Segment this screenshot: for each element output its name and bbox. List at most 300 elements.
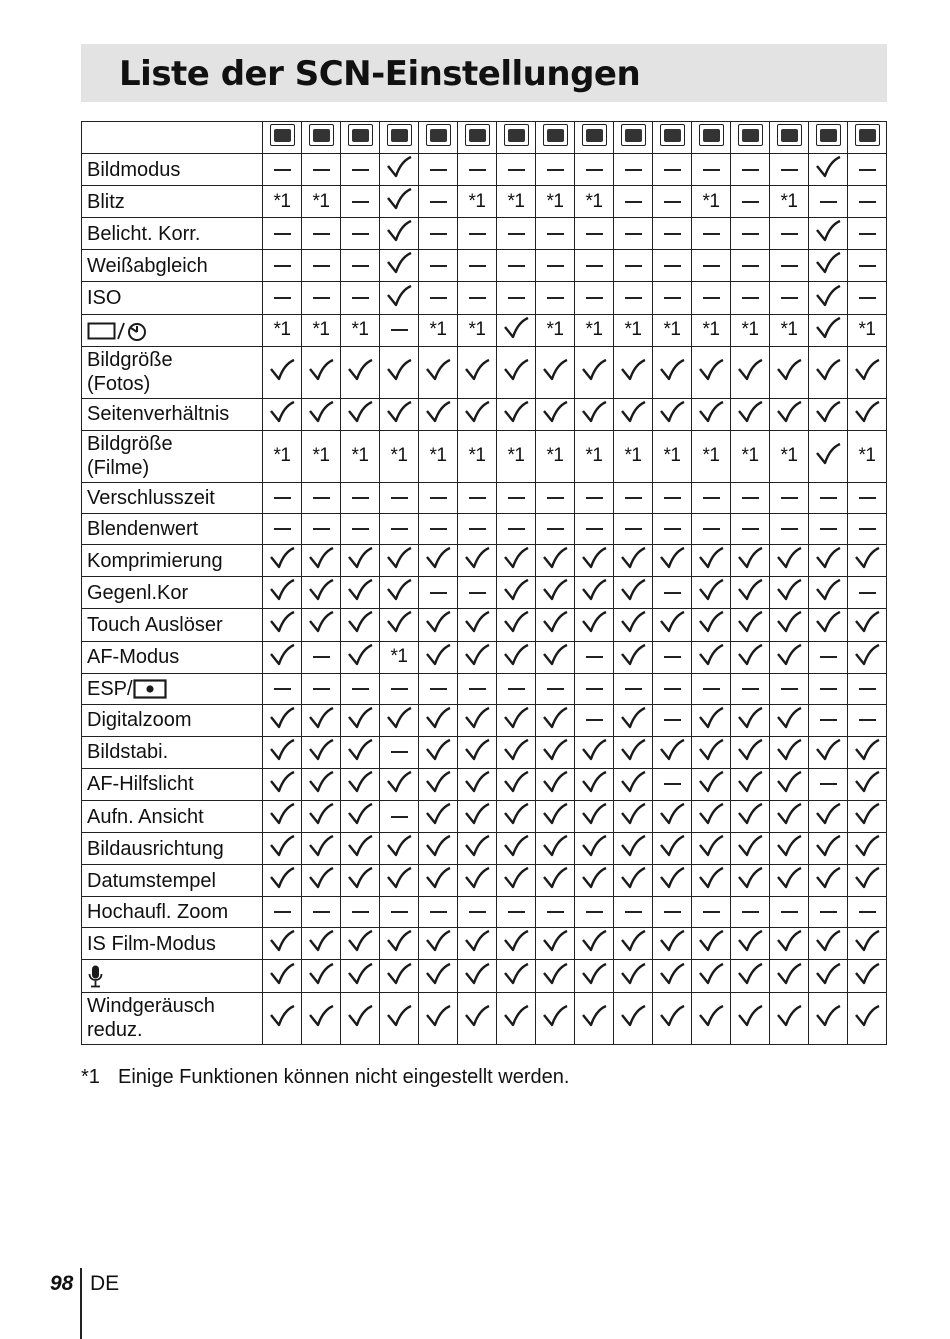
table-cell [302,609,341,641]
table-cell [380,218,419,250]
table-row [82,154,887,186]
dash-mark [586,719,603,721]
table-cell [575,346,614,398]
check-icon [385,545,413,571]
footnote-ref: *1 [585,190,603,212]
table-cell [848,897,887,928]
table-cell [380,992,419,1044]
table-cell [770,250,809,282]
table-cell [731,736,770,768]
dash-mark [664,688,681,690]
table-row [82,250,887,282]
table-cell [497,346,536,398]
check-icon [385,357,413,383]
table-cell [575,673,614,704]
dash-mark [625,169,642,171]
table-cell [419,154,458,186]
dash-mark [352,297,369,299]
table-cell [848,250,887,282]
table-cell [302,960,341,992]
check-icon [619,769,647,795]
check-icon [775,357,803,383]
header-mode-cell [497,122,536,154]
check-icon [580,545,608,571]
table-cell [731,282,770,314]
check-icon [541,705,569,731]
footnote-ref: *1 [702,445,720,467]
table-cell [263,483,302,514]
check-icon [463,737,491,763]
table-cell [497,673,536,704]
dash-mark [586,528,603,530]
table-cell [692,704,731,736]
table-cell [263,736,302,768]
table-cell [536,314,575,346]
check-icon [385,218,413,244]
table-cell [614,833,653,865]
dash-mark [469,233,486,235]
table-cell [731,801,770,833]
table-cell [809,673,848,704]
table-cell [497,154,536,186]
table-cell [770,545,809,577]
check-icon [307,737,335,763]
table-cell [419,641,458,673]
dash-mark [625,528,642,530]
table-cell [302,768,341,800]
footnote-ref: *1 [780,319,798,341]
row-label [82,483,263,514]
table-cell [809,609,848,641]
row-label-text: Bildgröße (Fotos) [87,349,173,396]
check-icon [814,154,842,180]
table-cell [692,282,731,314]
table-cell [302,865,341,897]
table-cell [692,673,731,704]
dash-mark [430,233,447,235]
table-cell [614,282,653,314]
row-label-text: Komprimierung [87,549,223,572]
dash-mark [508,297,525,299]
check-icon [814,315,842,341]
check-icon [775,961,803,987]
check-icon [424,609,452,635]
check-icon [385,769,413,795]
dash-mark [859,592,876,594]
table-cell [419,577,458,609]
check-icon [619,357,647,383]
table-cell [653,346,692,398]
footnote-ref: *1 [312,190,330,212]
check-icon [775,609,803,635]
table-cell [536,154,575,186]
check-icon [424,833,452,859]
dash-mark [586,233,603,235]
dash-mark [625,233,642,235]
row-label [82,577,263,609]
dash-mark [352,497,369,499]
table-cell [614,865,653,897]
table-cell [575,768,614,800]
check-icon [658,399,686,425]
table-cell [302,250,341,282]
table-cell [341,833,380,865]
check-icon [463,833,491,859]
check-icon [853,609,881,635]
footnote-ref: *1 [663,319,681,341]
table-cell [614,768,653,800]
table-cell [809,928,848,960]
dash-mark [664,497,681,499]
table-cell [575,577,614,609]
row-label-text: ISO [87,287,122,310]
table-cell [653,960,692,992]
check-icon [775,705,803,731]
table-cell [536,992,575,1044]
dash-mark [352,265,369,267]
footnote-ref: *1 [702,319,720,341]
dash-mark [313,911,330,913]
dash-mark [781,688,798,690]
table-cell [809,186,848,218]
table-cell [302,928,341,960]
table-cell [731,865,770,897]
dash-mark [313,656,330,658]
check-icon [658,865,686,891]
footnote-ref: *1 [663,445,681,467]
row-label-text: Gegenl.Kor [87,581,189,604]
table-cell [653,314,692,346]
table-cell [302,398,341,430]
table-cell [848,609,887,641]
check-icon [502,609,530,635]
check-icon [580,833,608,859]
row-label [82,545,263,577]
check-icon [736,769,764,795]
table-cell [380,673,419,704]
row-label [82,673,263,704]
table-cell [497,704,536,736]
table-cell [614,609,653,641]
table-cell [536,768,575,800]
check-icon [268,545,296,571]
dash-mark [274,911,291,913]
table-cell [341,736,380,768]
table-cell [380,314,419,346]
row-label [82,833,263,865]
dash-mark [742,169,759,171]
dash-mark [508,911,525,913]
table-row [82,641,887,673]
check-icon [268,961,296,987]
table-cell [458,673,497,704]
dash-mark [742,497,759,499]
dash-mark [274,265,291,267]
dash-mark [703,297,720,299]
check-icon [580,357,608,383]
check-icon [307,609,335,635]
dash-mark [742,201,759,203]
dash-mark [742,688,759,690]
row-label-text: ESP/ [87,677,133,700]
check-icon [736,642,764,668]
table-cell [302,218,341,250]
table-cell [536,545,575,577]
header-mode-cell [692,122,731,154]
check-icon [736,865,764,891]
table-cell [497,514,536,545]
check-icon [424,865,452,891]
dash-mark [391,528,408,530]
table-row [82,801,887,833]
table-cell [341,609,380,641]
table-cell [380,833,419,865]
table-cell [653,865,692,897]
check-icon [268,1003,296,1029]
table-cell [575,641,614,673]
row-label-text: AF-Modus [87,646,180,669]
table-cell [731,833,770,865]
check-icon [580,928,608,954]
table-cell [770,314,809,346]
check-icon [814,577,842,603]
table-cell [419,514,458,545]
table-cell [380,154,419,186]
page-title: Liste der SCN-Einstellungen [119,54,641,94]
row-label [82,641,263,673]
table-cell [848,430,887,482]
dash-mark [742,297,759,299]
dash-mark [859,201,876,203]
table-cell [458,514,497,545]
table-cell [458,928,497,960]
check-icon [619,545,647,571]
table-cell [458,398,497,430]
table-cell [848,545,887,577]
check-icon [463,357,491,383]
row-label-text: Windgeräusch reduz. [87,995,215,1042]
table-cell [692,250,731,282]
footnote-ref: *1 [390,445,408,467]
table-cell [809,768,848,800]
row-label-text: Bildgröße (Filme) [87,433,173,480]
check-icon [268,577,296,603]
check-icon [736,928,764,954]
check-icon [619,801,647,827]
table-cell [341,154,380,186]
check-icon [658,928,686,954]
check-icon [268,357,296,383]
dash-mark [781,297,798,299]
table-cell [692,154,731,186]
dash-mark [664,169,681,171]
table-cell [536,865,575,897]
table-cell [302,577,341,609]
table-cell [380,186,419,218]
table-cell [536,928,575,960]
header-mode-cell [731,122,770,154]
table-cell [848,514,887,545]
check-icon [385,399,413,425]
dash-mark [430,201,447,203]
table-cell [536,282,575,314]
table-cell [419,346,458,398]
dash-mark [274,233,291,235]
table-cell [809,577,848,609]
table-cell [458,430,497,482]
row-label [82,346,263,398]
table-cell [731,483,770,514]
footnote-mark: *1 [81,1066,100,1088]
table-cell [653,545,692,577]
check-icon [658,545,686,571]
table-row [82,545,887,577]
row-label-text: Hochaufl. Zoom [87,901,229,924]
table-cell [263,346,302,398]
check-icon [697,545,725,571]
check-icon [658,737,686,763]
check-icon [814,865,842,891]
check-icon [424,705,452,731]
table-cell [302,897,341,928]
dash-mark [274,688,291,690]
table-cell [458,833,497,865]
table-cell [731,346,770,398]
dash-mark [820,656,837,658]
check-icon [814,928,842,954]
dash-mark [547,297,564,299]
dash-mark [625,911,642,913]
dash-mark [352,688,369,690]
header-mode-cell [302,122,341,154]
table-cell [458,768,497,800]
dash-mark [664,656,681,658]
dash-mark [469,688,486,690]
dash-mark [625,497,642,499]
dash-mark [586,688,603,690]
panorama-icon [387,124,412,146]
check-icon [346,577,374,603]
footnote-ref: *1 [858,445,876,467]
row-label [82,609,263,641]
dash-mark [352,233,369,235]
footnote-ref: *1 [702,190,720,212]
check-icon [502,801,530,827]
table-cell [497,314,536,346]
check-icon [424,545,452,571]
check-icon [736,705,764,731]
check-icon [424,801,452,827]
check-icon [619,577,647,603]
table-cell [614,186,653,218]
table-cell [770,897,809,928]
table-cell [614,928,653,960]
check-icon [619,705,647,731]
dash-mark [469,592,486,594]
table-row [82,282,887,314]
table-cell [458,577,497,609]
check-icon [853,801,881,827]
table-cell [692,641,731,673]
table-cell [341,346,380,398]
check-icon [853,545,881,571]
dash-mark [703,169,720,171]
row-label-text: Bildausrichtung [87,837,224,860]
table-cell [692,736,731,768]
table-cell [575,897,614,928]
table-row [82,218,887,250]
dash-mark [625,297,642,299]
table-cell [809,960,848,992]
table-cell [380,250,419,282]
check-icon [619,737,647,763]
check-icon [385,154,413,180]
table-cell [653,218,692,250]
dash-mark [664,911,681,913]
row-label [82,704,263,736]
table-cell [341,430,380,482]
table-row [82,736,887,768]
check-icon [580,399,608,425]
table-cell [614,545,653,577]
check-icon [580,865,608,891]
footnote-ref: *1 [585,445,603,467]
table-cell [809,865,848,897]
table-cell [419,928,458,960]
check-icon [307,357,335,383]
check-icon [736,399,764,425]
table-cell [770,960,809,992]
dash-mark [469,497,486,499]
table-cell [575,398,614,430]
dash-mark [781,911,798,913]
dash-mark [547,497,564,499]
table-cell [419,218,458,250]
table-cell [536,398,575,430]
table-row [82,483,887,514]
table-cell [692,430,731,482]
table-cell [263,960,302,992]
table-cell [302,801,341,833]
table-cell [263,673,302,704]
check-icon [775,737,803,763]
table-cell [458,218,497,250]
row-label [82,928,263,960]
dash-mark [352,201,369,203]
table-cell [809,514,848,545]
check-icon [736,801,764,827]
table-cell [263,186,302,218]
dash-mark [625,688,642,690]
check-icon [853,737,881,763]
landscape-icon [348,124,373,146]
table-cell [575,609,614,641]
table-cell [536,609,575,641]
dash-mark [274,297,291,299]
table-cell [770,768,809,800]
table-cell [770,928,809,960]
dash-mark [430,265,447,267]
check-icon [580,737,608,763]
check-icon [463,705,491,731]
check-icon [775,545,803,571]
dash-mark [469,297,486,299]
table-cell [497,801,536,833]
table-cell [653,483,692,514]
table-cell [653,577,692,609]
dash-mark [430,297,447,299]
dash-mark [820,528,837,530]
